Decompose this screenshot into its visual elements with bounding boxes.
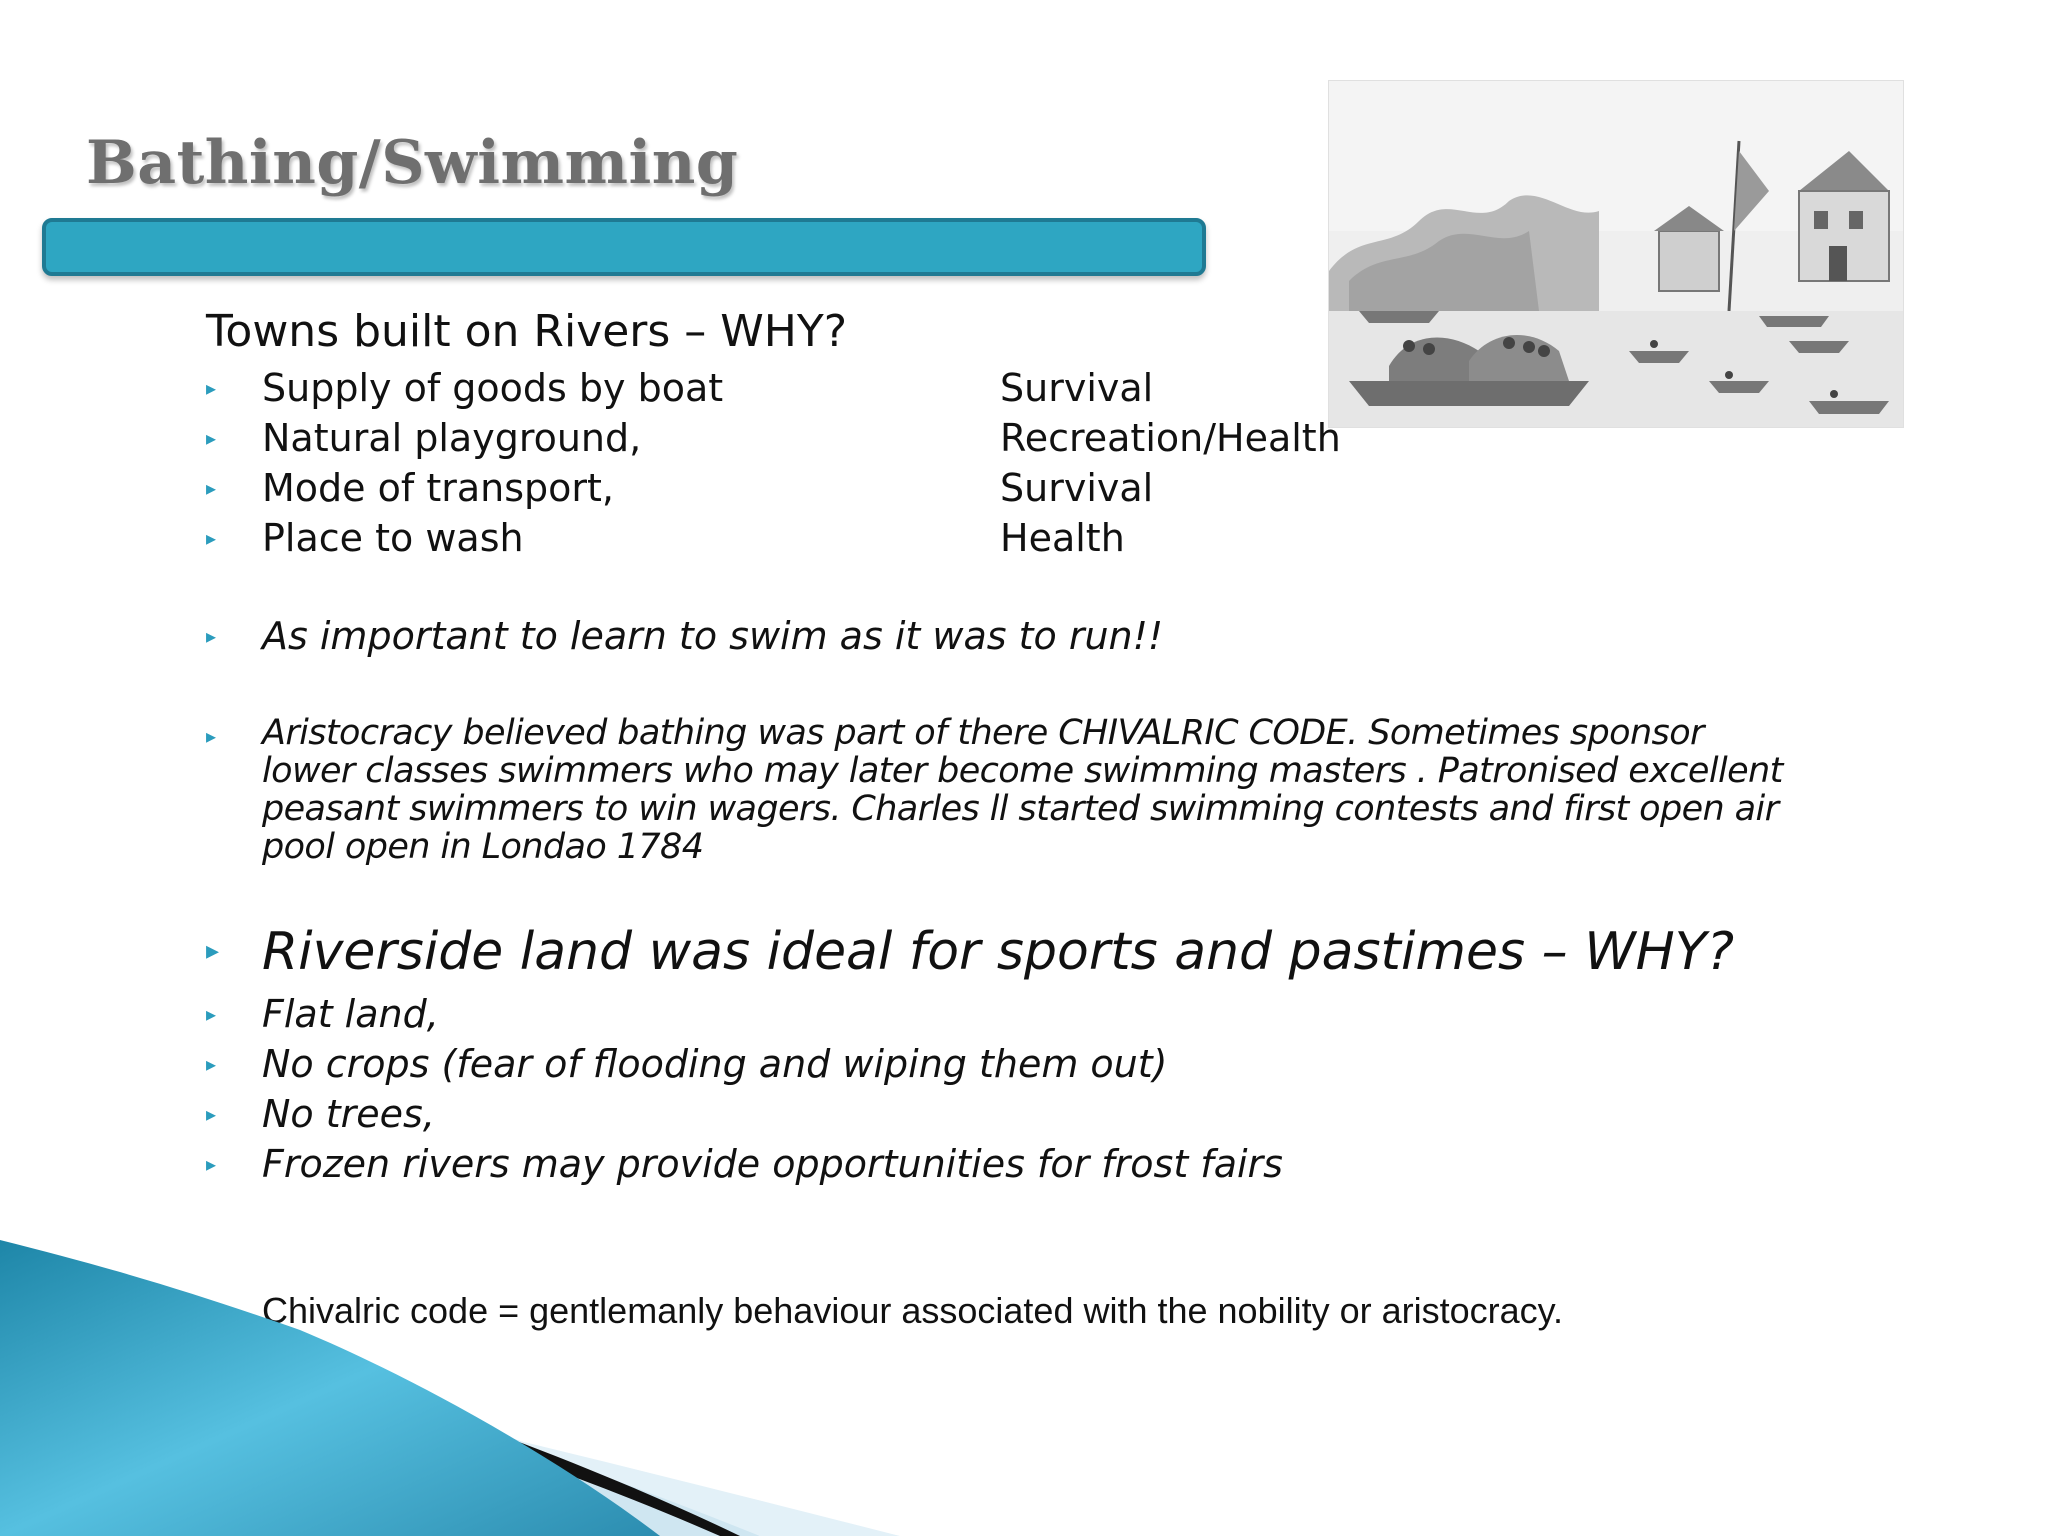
chivalric-code-definition: Chivalric code = gentlemanly behaviour associated with the nobility or aristocracy. bbox=[262, 1290, 1563, 1331]
purpose-text: Recreation/Health bbox=[1000, 416, 1341, 460]
purpose-text: Survival bbox=[1000, 466, 1154, 510]
reason-text: Supply of goods by boat bbox=[262, 366, 724, 410]
riverside-heading: Riverside land was ideal for sports and pastimes – WHY? bbox=[262, 922, 1735, 982]
title-accent-bar bbox=[42, 218, 1206, 276]
bullet-icon: ▸ bbox=[206, 1102, 217, 1126]
river-engraving-image bbox=[1328, 80, 1904, 428]
bullet-icon: ▸ bbox=[206, 476, 217, 500]
reason-text: Natural playground, bbox=[262, 416, 642, 460]
aristocracy-paragraph bbox=[262, 714, 1922, 866]
paragraph-line: pool open in Londao 1784 bbox=[262, 827, 704, 867]
swim-note: As important to learn to swim as it was to run!! bbox=[262, 614, 1164, 658]
paragraph-line: lower classes swimmers who may later become swimming masters . Patronised excellent bbox=[262, 751, 1783, 791]
riverside-item: No crops (fear of flooding and wiping them out) bbox=[262, 1042, 1168, 1086]
bullet-icon: ▸ bbox=[206, 624, 217, 648]
section-heading-towns: Towns built on Rivers – WHY? bbox=[206, 306, 848, 357]
bullet-icon: ▸ bbox=[206, 936, 220, 966]
reason-text: Place to wash bbox=[262, 516, 524, 560]
bullet-icon: ▸ bbox=[206, 1152, 217, 1176]
purpose-text: Health bbox=[1000, 516, 1125, 560]
purpose-text: Survival bbox=[1000, 366, 1154, 410]
riverside-item: Frozen rivers may provide opportunities for frost fairs bbox=[262, 1142, 1283, 1186]
slide-title: Bathing/Swimming bbox=[86, 128, 739, 198]
riverside-item: Flat land, bbox=[262, 992, 439, 1036]
bullet-icon: ▸ bbox=[206, 1002, 217, 1026]
paragraph-line: Aristocracy believed bathing was part of there CHIVALRIC CODE. Sometimes sponsor bbox=[262, 713, 1704, 753]
decorative-wave-shape bbox=[0, 1240, 2048, 1536]
bullet-icon: ▸ bbox=[206, 426, 217, 450]
paragraph-line: peasant swimmers to win wagers. Charles ll started swimming contests and first open air bbox=[262, 789, 1779, 829]
bullet-icon: ▸ bbox=[206, 724, 217, 748]
riverside-item: No trees, bbox=[262, 1092, 435, 1136]
bullet-icon: ▸ bbox=[206, 526, 217, 550]
bullet-icon: ▸ bbox=[206, 376, 217, 400]
reason-text: Mode of transport, bbox=[262, 466, 614, 510]
bullet-icon: ▸ bbox=[206, 1052, 217, 1076]
